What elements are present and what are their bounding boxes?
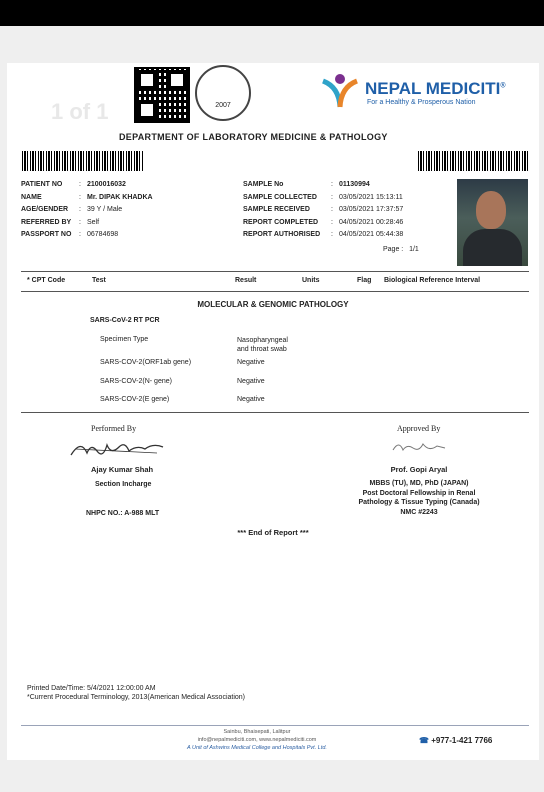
row-result: Negative <box>237 396 265 403</box>
end-of-report: *** End of Report *** <box>237 528 309 537</box>
barcode-right <box>418 151 528 171</box>
footer-phone <box>419 736 492 745</box>
patient-info-left <box>21 179 153 242</box>
qr-finder <box>168 71 186 89</box>
qr-finder <box>138 71 156 89</box>
brand-tagline: For a Healthy & Prosperous Nation <box>367 99 476 106</box>
approved-fellowship: Post Doctoral Fellowship in Renal <box>362 490 476 497</box>
info-row: AGE/GENDER : 39 Y / Male <box>21 206 123 213</box>
printed-datetime: Printed Date/Time: 5/4/2021 12:00:00 AM <box>27 685 156 692</box>
info-row: NAME : Mr. DIPAK KHADKA <box>21 193 153 201</box>
info-row: REFERRED BY : Self <box>21 218 100 226</box>
page-watermark: 1 of 1 <box>51 99 109 124</box>
page-number: Page : 1/1 <box>383 246 419 253</box>
nmc-number: NMC #2243 <box>400 509 438 516</box>
phone-number: +977-1-421 7766 <box>431 736 493 745</box>
qr-finder <box>138 101 156 119</box>
info-row: PASSPORT NO : 06784698 <box>21 231 119 238</box>
approved-signature-icon <box>389 438 449 456</box>
approved-name: Prof. Gopi Aryal <box>390 465 448 474</box>
qr-code <box>134 67 190 123</box>
col-flag: Flag <box>357 277 372 284</box>
info-row: SAMPLE RECEIVED : 03/05/2021 17:37:57 <box>243 206 404 213</box>
performed-name: Ajay Kumar Shah <box>91 465 154 474</box>
test-name: SARS-CoV-2 RT PCR <box>90 317 160 324</box>
patient-photo <box>457 179 528 266</box>
info-row: REPORT AUTHORISED : 04/05/2021 05:44:38 <box>243 231 404 238</box>
performed-heading: Performed By <box>91 424 137 433</box>
performed-role: Section Incharge <box>95 481 152 488</box>
divider <box>21 291 529 292</box>
col-units: Units <box>302 277 320 284</box>
college-seal <box>195 65 251 121</box>
row-result: Negative <box>237 359 265 366</box>
top-bar <box>0 0 544 26</box>
performed-signature-icon <box>67 433 167 463</box>
footer-unit: A Unit of Ashwins Medical College and Hospitals Pvt. Ltd. <box>187 745 327 751</box>
col-ref: Biological Reference Interval <box>384 277 481 284</box>
approved-fellowship-detail: Pathology & Tissue Typing (Canada) <box>358 499 480 506</box>
col-cpt: * CPT Code <box>27 277 66 284</box>
cpt-note: *Current Procedural Terminology, 2013(American Medical Association) <box>27 694 246 701</box>
col-test: Test <box>92 277 106 284</box>
info-row: SAMPLE No : 01130994 <box>243 181 370 188</box>
sample-info-right <box>243 179 403 242</box>
report-page <box>7 63 539 760</box>
footer-address: Sainbu, Bhaisepati, Lalitpur <box>223 729 291 735</box>
row-test: SARS-COV-2(ORF1ab gene) <box>100 359 192 366</box>
nhpc-number: NHPC NO.: A-988 MLT <box>86 510 160 517</box>
brand-name: NEPAL MEDICITI® <box>365 79 506 98</box>
department-title: DEPARTMENT OF LABORATORY MEDICINE & PATHOLOGY <box>119 132 388 142</box>
phone-icon: ☎ <box>419 736 429 745</box>
brand-logo <box>321 69 531 113</box>
info-row: REPORT COMPLETED : 04/05/2021 00:28:46 <box>243 218 404 226</box>
divider <box>21 271 529 272</box>
barcode-left <box>22 151 144 171</box>
row-result: Negative <box>237 378 265 385</box>
approved-qual: MBBS (TU), MD, PhD (JAPAN) <box>369 480 469 487</box>
row-result: Nasopharyngeal and throat swab <box>237 337 288 353</box>
row-test: SARS-COV-2(E gene) <box>100 396 170 403</box>
footer-contact: info@nepalmediciti.com, www.nepalmediciti.com <box>197 737 317 743</box>
photo-head <box>476 191 506 229</box>
info-row: SAMPLE COLLECTED : 03/05/2021 15:13:11 <box>243 193 403 201</box>
col-result: Result <box>235 277 257 284</box>
info-row: PATIENT NO : 2100016032 <box>21 181 126 188</box>
footer-divider <box>21 725 529 726</box>
logo-figure-icon <box>321 73 359 109</box>
seal-year: 2007 <box>215 102 231 109</box>
row-test: Specimen Type <box>100 336 149 343</box>
approved-heading: Approved By <box>397 424 441 433</box>
photo-body <box>463 229 522 266</box>
row-test: SARS-COV-2(N- gene) <box>100 378 172 385</box>
section-title: MOLECULAR & GENOMIC PATHOLOGY <box>197 300 349 309</box>
divider <box>21 412 529 413</box>
